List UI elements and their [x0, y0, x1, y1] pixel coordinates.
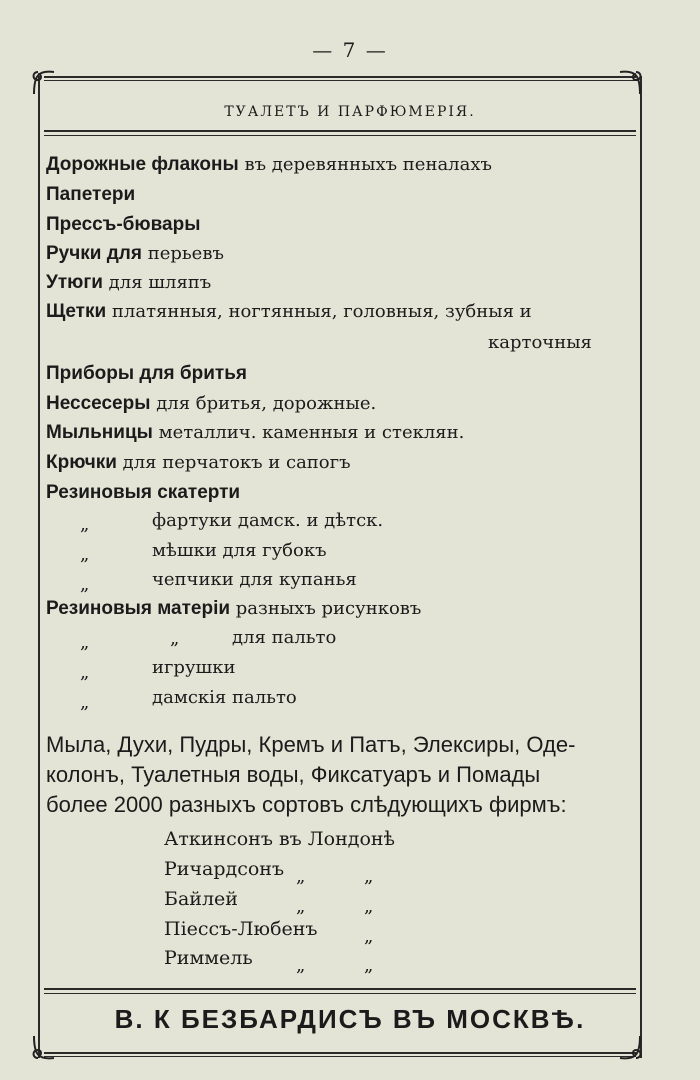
- sub-item: фартуки дамск. и дѣтск.: [152, 510, 384, 531]
- list-item: Крючки для перчатокъ и сапогъ: [46, 452, 351, 473]
- sub-item: игрушки: [152, 657, 236, 678]
- ditto-mark: „: [80, 514, 90, 535]
- ditto-mark: „: [296, 866, 306, 887]
- list-item: Утюги для шляпъ: [46, 272, 212, 293]
- page-number: — 7 —: [312, 38, 388, 62]
- ditto-mark: „: [296, 896, 306, 917]
- ditto-mark: „: [364, 866, 374, 887]
- top-rule-inner: [44, 80, 636, 81]
- firm-name: Байлей: [164, 888, 238, 910]
- bottom-rule-inner: [44, 1056, 636, 1057]
- ditto-mark: „: [170, 628, 180, 649]
- ad-line: более 2000 разныхъ сортовъ слѣдующихъ фирмъ:: [46, 792, 567, 817]
- publisher-footer: В. К БЕЗБАРДИСЪ ВЪ МОСКВѢ.: [114, 1004, 586, 1034]
- ad-line: колонъ, Туалетныя воды, Фиксатуаръ и Помады: [46, 762, 541, 787]
- ditto-mark: „: [80, 692, 90, 713]
- firm-name: Піессъ-Любенъ: [164, 918, 318, 940]
- list-item: Щетки платянныя, ногтянныя, головныя, зубныя и: [46, 301, 532, 322]
- ditto-mark: „: [296, 955, 306, 976]
- list-item: Прессъ-бювары: [46, 214, 201, 235]
- firm-name: Ричардсонъ: [164, 858, 285, 880]
- ad-line: Мыла, Духи, Пудры, Кремъ и Патъ, Элексиры, Оде-: [46, 732, 576, 757]
- sub-item: дамскія пальто: [152, 687, 297, 708]
- list-item: Ручки для перьевъ: [46, 243, 224, 264]
- top-rule: [44, 76, 636, 78]
- corner-ornament-icon: [614, 66, 644, 96]
- sub-item: мѣшки для губокъ: [152, 540, 327, 561]
- firm-name: Риммель: [164, 947, 253, 969]
- bottom-rule: [44, 1052, 636, 1054]
- list-item-continuation: карточныя: [488, 332, 592, 353]
- ditto-mark: „: [364, 955, 374, 976]
- firm-name: Аткинсонъ въ Лондонѣ: [164, 828, 396, 850]
- header-rule-inner: [44, 135, 636, 136]
- corner-ornament-icon: [30, 66, 60, 96]
- ditto-mark: „: [80, 662, 90, 683]
- corner-ornament-icon: [614, 1034, 644, 1064]
- ditto-mark: „: [364, 896, 374, 917]
- list-item: Резиновыя скатерти: [46, 482, 241, 503]
- header-rule: [44, 130, 636, 132]
- ditto-mark: „: [80, 574, 90, 595]
- ditto-mark: „: [364, 926, 374, 947]
- corner-ornament-icon: [30, 1034, 60, 1064]
- list-item: Приборы для бритья: [46, 363, 247, 384]
- list-item: Мыльницы металлич. каменныя и стеклян.: [46, 422, 465, 443]
- ditto-mark: „: [80, 544, 90, 565]
- sub-item: чепчики для купанья: [152, 569, 357, 590]
- list-item: Папетери: [46, 184, 136, 205]
- list-item: Резиновыя матеріи разныхъ рисунковъ: [46, 598, 422, 619]
- footer-top-rule-inner: [44, 993, 636, 994]
- list-item: Нессесеры для бритья, дорожные.: [46, 393, 377, 414]
- sub-item: для пальто: [232, 627, 337, 648]
- footer-top-rule: [44, 988, 636, 990]
- section-header: ТУАЛЕТЪ И ПАРФЮМЕРІЯ.: [224, 104, 476, 120]
- ditto-mark: „: [80, 632, 90, 653]
- list-item: Дорожные флаконы въ деревянныхъ пеналахъ: [46, 154, 492, 175]
